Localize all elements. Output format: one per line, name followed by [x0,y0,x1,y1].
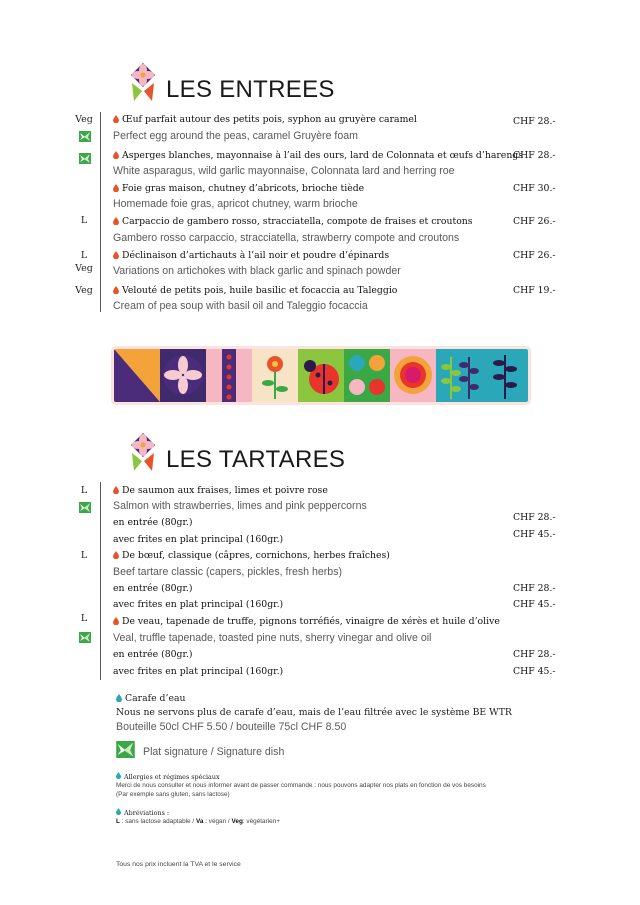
signature-icon [79,127,91,138]
diet-tag: L [80,215,88,226]
flower-tile-icon [160,349,206,402]
dish-english: Cream of pea soup with basil oil and Taleggio focaccia [113,300,368,312]
portion-starter: en entrée (80gr.) [113,583,193,594]
dish-french: Carpaccio de gambero rosso, stracciatella, compote de fraises et croutons [113,216,473,227]
dish-price: CHF 28.- [513,116,556,127]
tartares-heading [124,428,345,474]
signature-legend [116,740,284,758]
flower-logo-icon [124,61,162,101]
ladybug-tile-icon [298,349,344,402]
price-main: CHF 45.- [513,529,556,540]
signature-icon [116,741,135,758]
dish-french: De bœuf, classique (câpres, cornichons, herbes fraîches) [113,550,390,561]
entrees-heading [124,58,335,104]
tulip-tile-icon [252,349,298,402]
circles-tile-icon [344,349,390,402]
dish-price: CHF 26.- [513,250,556,261]
drop-icon [113,617,119,625]
dish-english: Veal, truffle tapenade, toasted pine nuts, sherry vinegar and olive oil [113,632,432,644]
sun-tile-icon [390,349,436,402]
portion-main: avec frites en plat principal (160gr.) [113,534,284,545]
dish-price: CHF 30.- [513,183,556,194]
dish-english: Gambero rosso carpaccio, stracciatella, strawberry compote and croutons [113,232,460,244]
footer-note: Tous nos prix incluent la TVA et le service [116,861,241,868]
signature-legend-text: Plat signature / Signature dish [143,746,285,758]
dish-french: De veau, tapenade de truffe, pignons torréfiés, vinaigre de xérès et huile d’olive [113,616,500,627]
dish-english: White asparagus, wild garlic mayonnaise, Colonnata lard and herring roe [113,165,455,177]
price-starter: CHF 28.- [513,512,556,523]
drop-icon [113,286,119,294]
dish-french: Foie gras maison, chutney d’abricots, brioche tiède [113,183,364,194]
drop-icon [113,151,119,159]
diet-tag: L [80,550,88,561]
dish-price: CHF 28.- [513,150,556,161]
dish-french: Velouté de petits pois, huile basilic et focaccia au Taleggio [113,285,397,296]
triangle-tile-icon [114,349,160,402]
divider [100,112,101,312]
diet-tag: L [80,250,88,261]
drop-icon [113,486,119,494]
signature-icon [79,498,91,509]
price-starter: CHF 28.- [513,583,556,594]
fern-tile-icon [482,349,528,402]
dish-english: Variations on artichokes with black garlic and spinach powder [113,265,401,277]
drop-icon [116,808,121,815]
drop-icon [113,251,119,259]
drop-icon [116,694,122,702]
portion-starter: en entrée (80gr.) [113,517,193,528]
price-main: CHF 45.- [513,666,556,677]
water-text: Nous ne servons plus de carafe d’eau, mais de l’eau filtrée avec le système BE WTR [116,707,512,718]
dish-price: CHF 19.- [513,285,556,296]
price-main: CHF 45.- [513,599,556,610]
dish-french: Asperges blanches, mayonnaise à l’ail des ours, lard de Colonnata et œufs d’harengs [113,150,523,161]
diet-tag: Veg [75,263,93,274]
dish-french: De saumon aux fraises, limes et poivre rose [113,485,328,496]
drop-icon [116,772,121,779]
dish-english: Salmon with strawberries, limes and pink peppercorns [113,500,367,512]
section-title: LES ENTREES [166,76,335,103]
signature-icon [79,628,91,639]
diet-tag: Veg [75,114,93,125]
signature-icon [79,149,91,160]
price-starter: CHF 28.- [513,649,556,660]
dots-tile-icon [206,349,252,402]
diet-tag: L [80,613,88,624]
dish-english: Beef tartare classic (capers, pickles, fresh herbs) [113,566,343,578]
water-prices: Bouteille 50cl CHF 5.50 / bouteille 75cl CHF 8.50 [116,721,347,733]
flower-logo-icon [124,431,162,471]
drop-icon [113,115,119,123]
dish-price: CHF 26.- [513,216,556,227]
abbreviations-line: L : sans lactose adaptable / Va : végan / Veg: végétarien+ [116,818,281,825]
allergies-title: Allergies et régimes spéciaux [116,772,220,781]
diet-tag: L [80,485,88,496]
allergies-line2: (Par exemple sans gluten, sans lactose) [116,791,230,798]
dish-english: Homemade foie gras, apricot chutney, warm brioche [113,198,358,210]
diet-tag: Veg [75,285,93,296]
drop-icon [113,551,119,559]
decorative-banner [114,349,528,402]
divider [100,482,101,680]
portion-starter: en entrée (80gr.) [113,649,193,660]
drop-icon [113,184,119,192]
allergies-line1: Merci de nous consulter et nous informer avant de passer commande : nous pouvons adapter nos plats en fonction de vos besoins [116,782,486,789]
dish-french: Déclinaison d’artichauts à l’ail noir et poudre d’épinards [113,250,389,261]
abbreviations-title: Abréviations : [116,808,169,817]
portion-main: avec frites en plat principal (160gr.) [113,666,284,677]
leaves-tile-icon [436,349,482,402]
water-title: Carafe d’eau [116,693,185,704]
dish-english: Perfect egg around the peas, caramel Gruyère foam [113,130,358,142]
portion-main: avec frites en plat principal (160gr.) [113,599,284,610]
drop-icon [113,217,119,225]
section-title: LES TARTARES [166,446,346,473]
dish-french: Œuf parfait autour des petits pois, syphon au gruyère caramel [113,114,417,125]
